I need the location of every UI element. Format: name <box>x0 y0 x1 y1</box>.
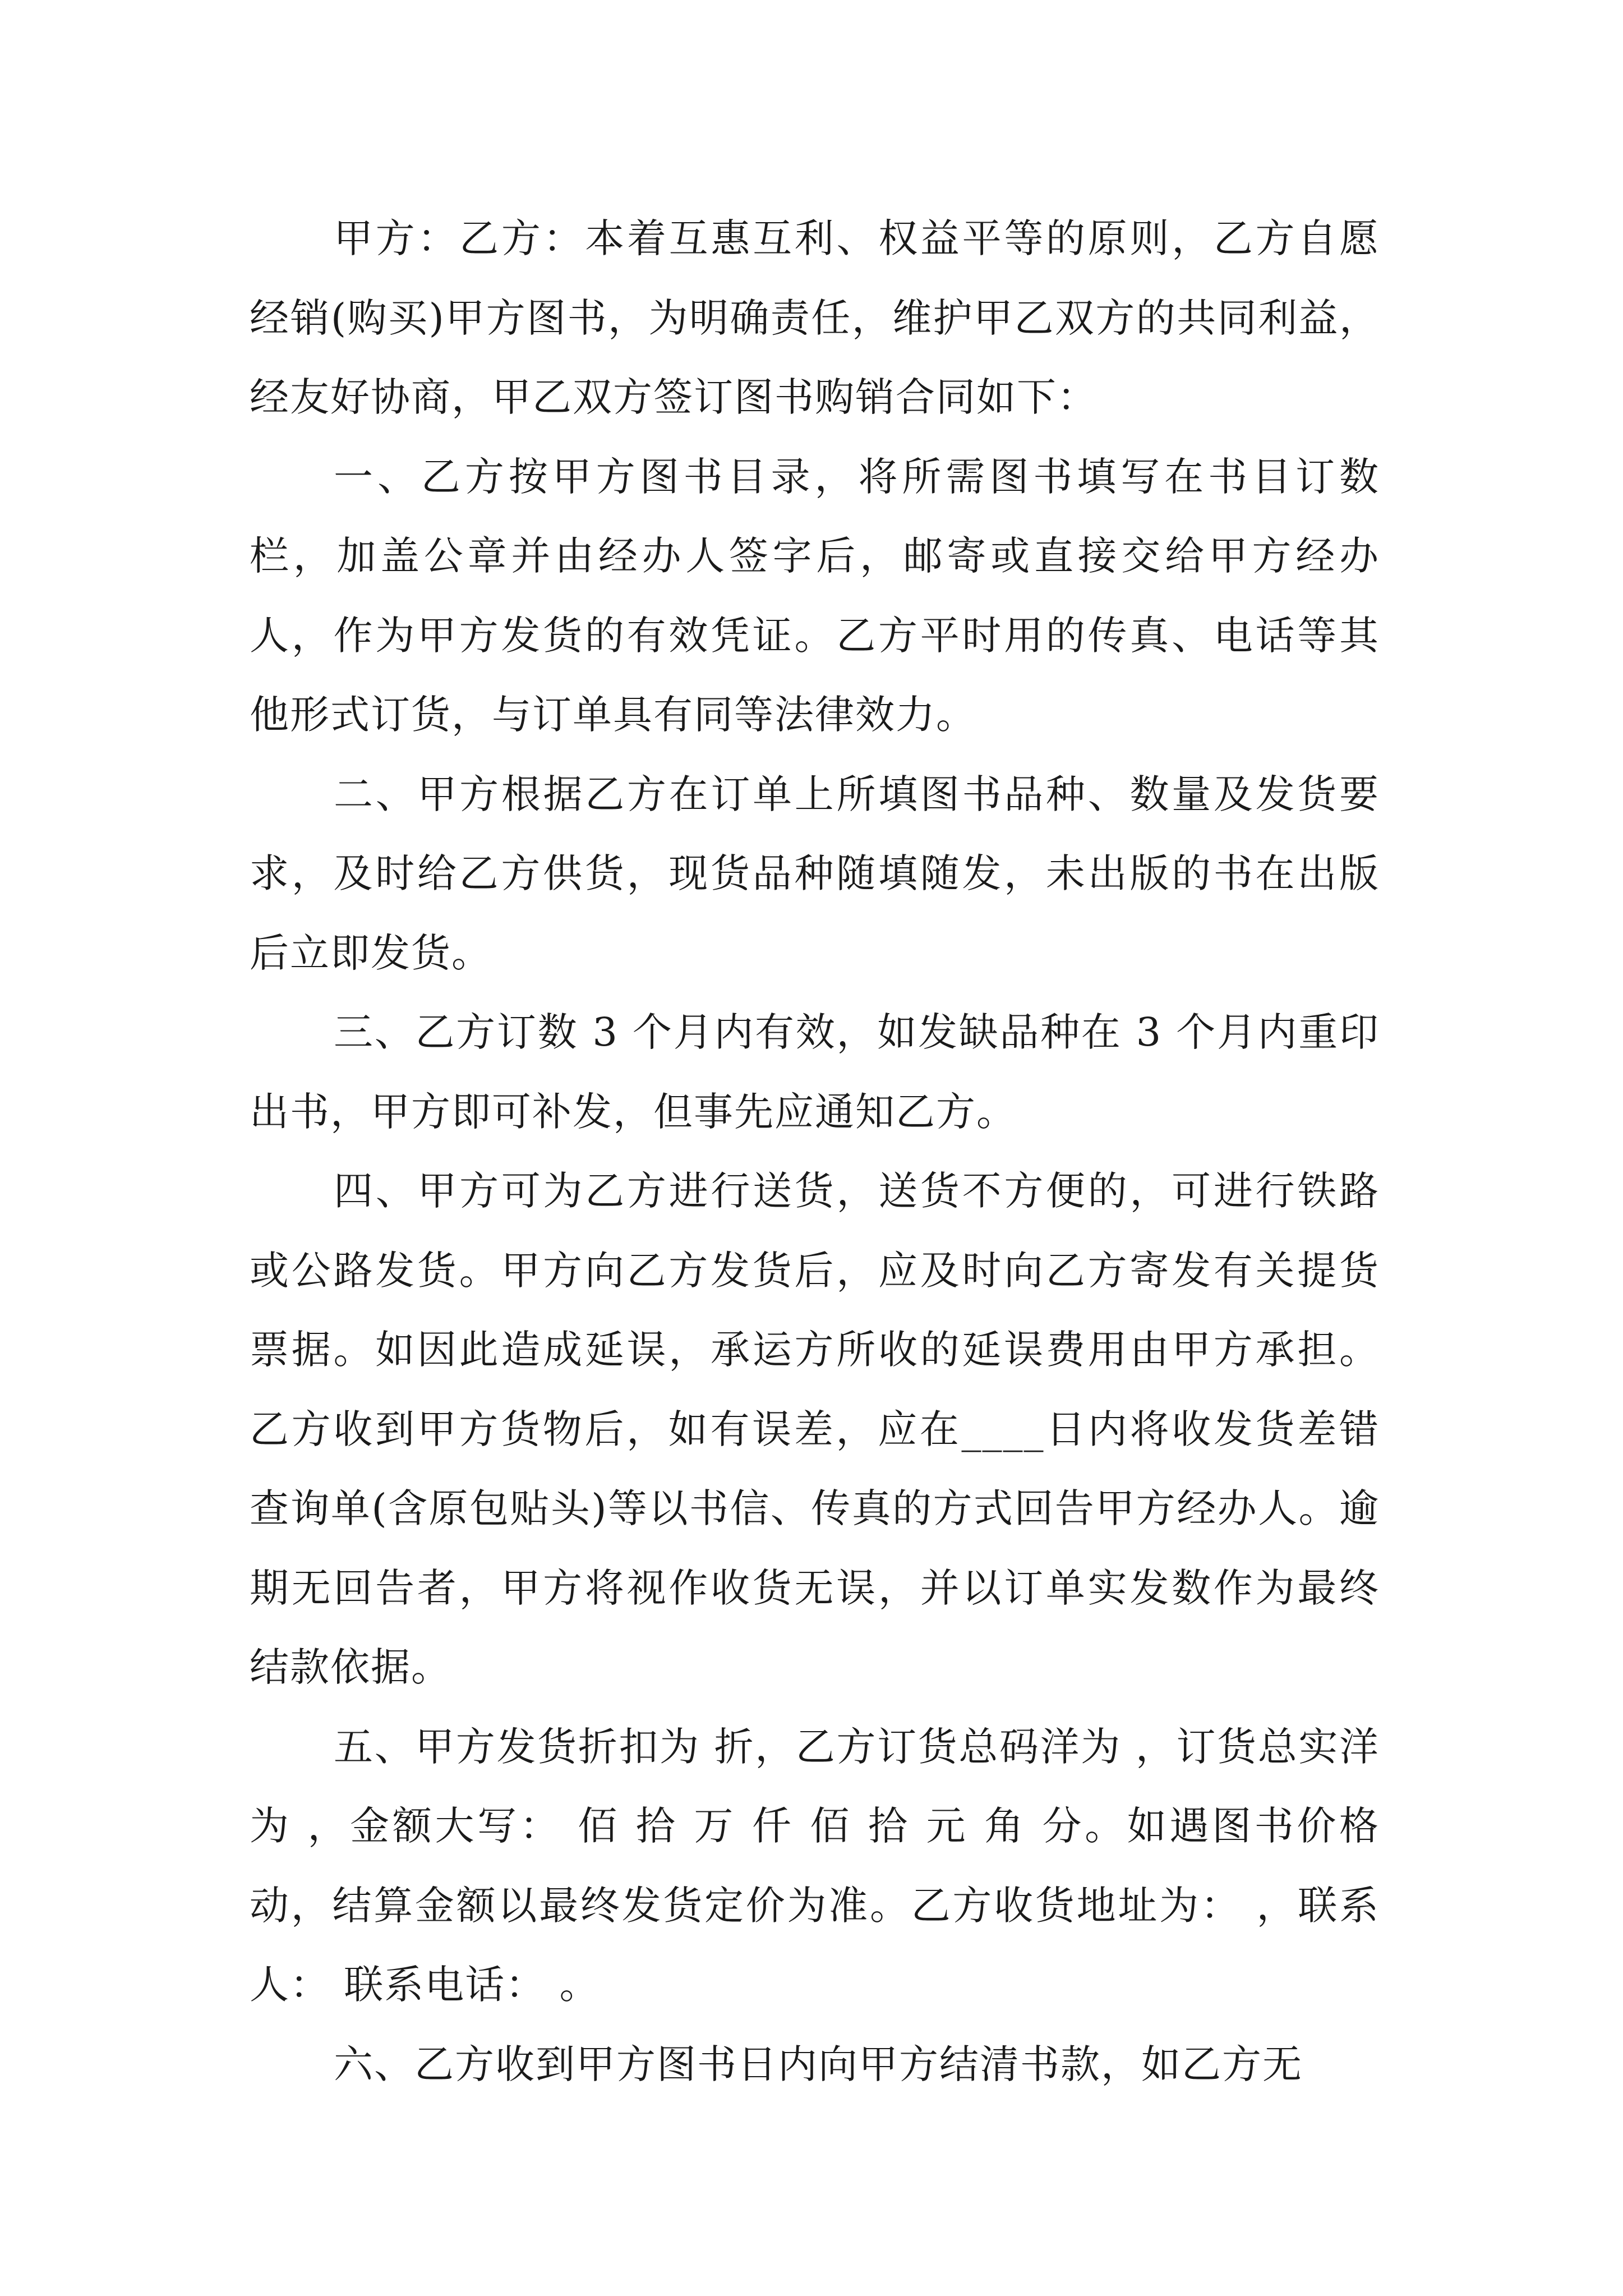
paragraph-preamble: 甲方：乙方：本着互惠互利、权益平等的原则，乙方自愿经销(购买)甲方图书，为明确责任，维护甲乙双方的共同利益，经友好协商，甲乙双方签订图书购销合同如下： <box>250 215 1380 420</box>
document-body <box>250 199 1380 2104</box>
paragraph-clause-3: 三、乙方订数 3 个月内有效，如发缺品种在 3 个月内重印出书，甲方即可补发，但事先应通知乙方。 <box>250 1009 1380 1135</box>
paragraph-clause-6: 六、乙方收到甲方图书日内向甲方结清书款，如乙方无 <box>334 2041 1303 2087</box>
paragraph-clause-1: 一、乙方按甲方图书目录，将所需图书填写在书目订数栏，加盖公章并由经办人签字后，邮寄或直接交给甲方经办人，作为甲方发货的有效凭证。乙方平时用的传真、电话等其他形式订货，与订单具有同等法律效力。 <box>250 453 1380 738</box>
paragraph-clause-5: 五、甲方发货折扣为 折，乙方订货总码洋为 ，订货总实洋为 ，金额大写： 佰 拾 万 仟 佰 拾 元 角 分。如遇图书价格动，结算金额以最终发货定价为准。乙方收货地址为： ，联系人： 联系电话： 。 <box>250 1723 1380 2008</box>
paragraph-clause-4: 四、甲方可为乙方进行送货，送货不方便的，可进行铁路或公路发货。甲方向乙方发货后，应及时向乙方寄发有关提货票据。如因此造成延误，承运方所收的延误费用由甲方承担。乙方收到甲方货物后，如有误差，应在____日内将收发货差错查询单(含原包贴头)等以书信、传真的方式回告甲方经办人。逾期无回告者，甲方将视作收货无误，并以订单实发数作为最终结款依据。 <box>250 1168 1380 1690</box>
paragraph-clause-2: 二、甲方根据乙方在订单上所填图书品种、数量及发货要求，及时给乙方供货，现货品种随填随发，未出版的书在出版后立即发货。 <box>250 771 1380 976</box>
